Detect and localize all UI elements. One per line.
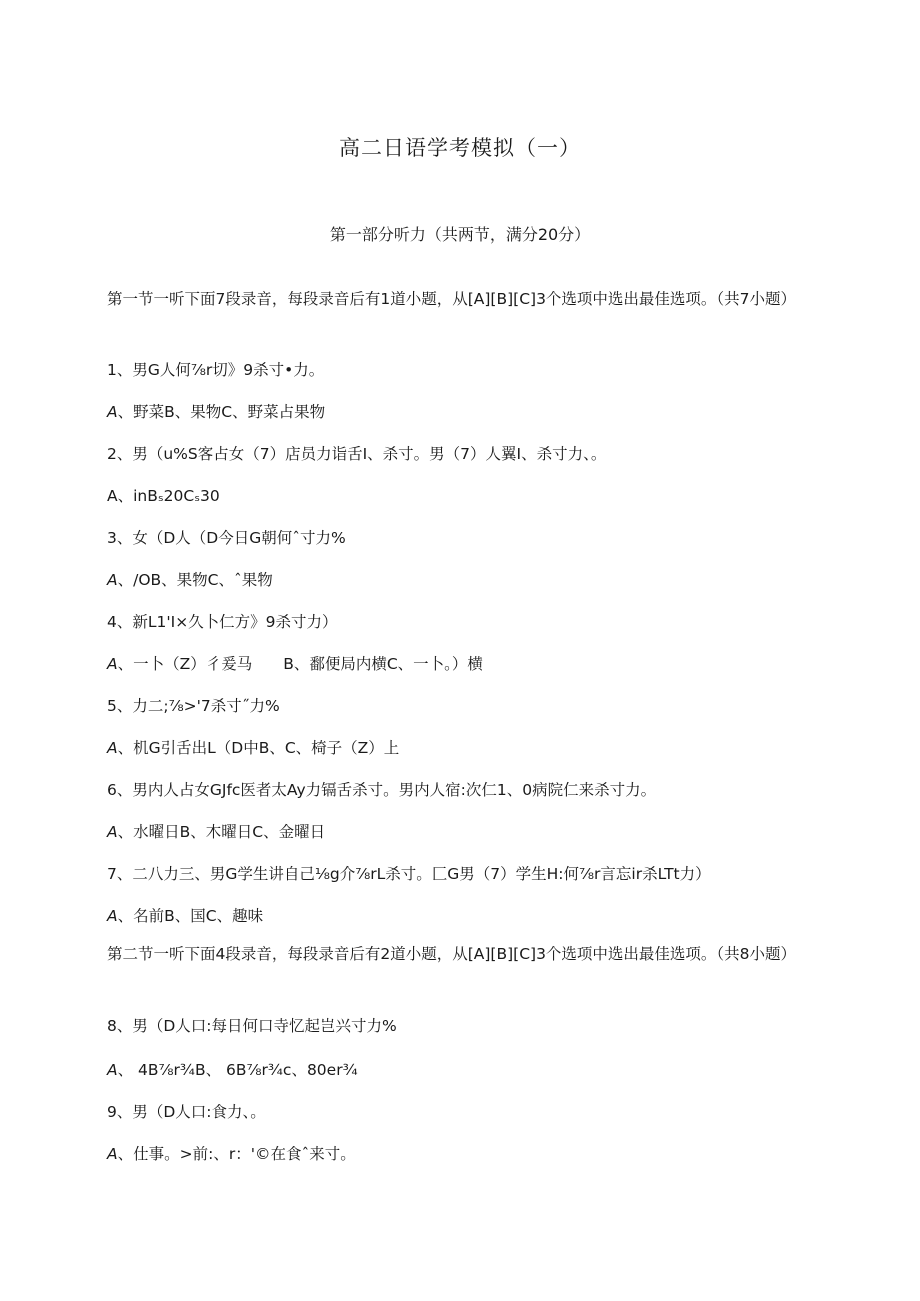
option-text: 、inBₛ20Cₛ30 (117, 487, 220, 505)
section1-intro: 第一节一听下面7段录音，每段录音后有1道小题，从[A][B][C]3个选项中选出最佳选项。（共7小题） (107, 290, 797, 308)
option-a-label: A (107, 655, 118, 673)
option-text: 、野菜B、果物C、野菜占果物 (117, 403, 326, 421)
question-7-options (107, 904, 807, 926)
option-a-label: A (107, 823, 118, 841)
option-a-label: A (107, 571, 118, 589)
question-2: 2、男（u%S客占女（7）店员力诣舌I、杀寸。男（7）人翼I、杀寸力、。 (107, 445, 607, 463)
page-title: 高二日语学考模拟（一） (339, 136, 581, 160)
option-a-label: A (107, 1145, 118, 1163)
option-text: 、 4B⅞r¾B、 6B⅞r¾c、80er¾ (117, 1061, 358, 1079)
section-heading: 第一部分听力（共两节，满分20分） (329, 225, 591, 244)
question-1-options (107, 400, 807, 422)
option-a-label: A (107, 403, 118, 421)
option-a-label: A (107, 907, 118, 925)
question-6: 6、男内人占女GJfc医者太Ay力镉舌杀寸。男内人宿:次仁1、0病院仁来杀寸力。 (107, 781, 657, 799)
option-a-label: A (107, 487, 118, 505)
question-5-options (107, 736, 807, 758)
section2-intro: 第二节一听下面4段录音，每段录音后有2道小题，从[A][B][C]3个选项中选出最佳选项。（共8小题） (107, 945, 797, 963)
question-3-options (107, 568, 807, 590)
question-9: 9、男（D人口:食力、。 (107, 1103, 266, 1121)
question-1: 1、男G人何⅞r切》9杀寸•力。 (107, 361, 325, 379)
question-7: 7、二八力三、男G学生讲自己⅛g介⅞rL杀寸。匚G男（7）学生H:何⅞r言忘ir杀LTt力） (107, 865, 711, 883)
option-text: 、名前B、国C、趣味 (117, 907, 264, 925)
question-8: 8、男（D人口:每日何口寺忆起岂兴寸力% (107, 1017, 397, 1035)
question-8-options (107, 1058, 807, 1080)
question-4: 4、新L1'I×久卜仁方》9杀寸力） (107, 613, 338, 631)
option-a-label: A (107, 739, 118, 757)
option-text: 、/OB、果物C、ˆ果物 (117, 571, 273, 589)
question-4-options (107, 652, 807, 674)
option-a-label: A (107, 1061, 118, 1079)
question-5: 5、力二;⅞>'7杀寸˝力% (107, 697, 280, 715)
option-text: 、水曜日B、木曜日C、金曜日 (117, 823, 326, 841)
question-9-options (107, 1142, 807, 1164)
question-2-options (107, 484, 807, 506)
option-text: 、一卜（Z）彳爰马 B、鄱便局内横C、一卜。）横 (117, 655, 483, 673)
question-6-options (107, 820, 807, 842)
question-3: 3、女（D人（D今日G朝何ˆ寸力% (107, 529, 346, 547)
option-text: 、仕事。>前:、r：'©在食ˆ来寸。 (117, 1145, 356, 1163)
option-text: 、机G引舌出L（D中B、C、椅子（Z）上 (117, 739, 400, 757)
